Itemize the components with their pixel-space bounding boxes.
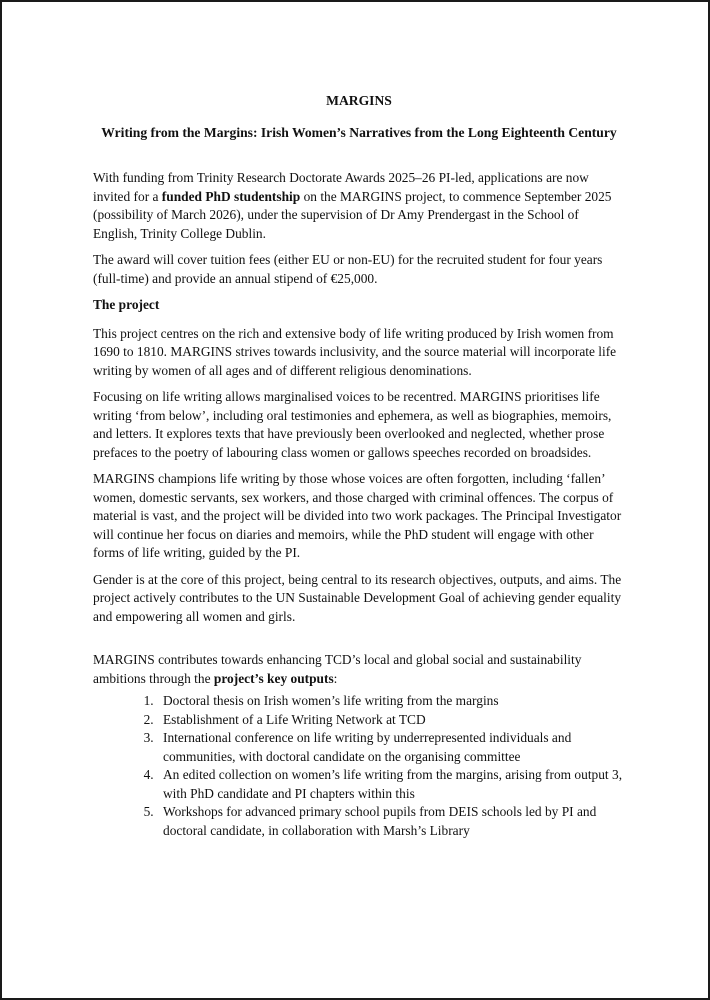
intro-paragraph-2: The award will cover tuition fees (either EU or non-EU) for the recruited student for four years (full-time) and provide an annual stipend of €25,000.	[93, 252, 603, 286]
list-item: 4. An edited collection on women’s life writing from the margins, arising from output 3, with PhD candidate and PI chapters within this	[157, 766, 625, 803]
list-item: 1. Doctoral thesis on Irish women’s life writing from the margins	[157, 692, 625, 711]
project-paragraph-3: MARGINS champions life writing by those whose voices are often forgotten, including ‘fallen’ women, domestic servants, sex workers, and those charged with criminal offences. The corpus of material is vast, and the project will be divided into two work packages. The Principal Investigator will continue her focus on diaries and memoirs, while the PhD student will engage with other forms of life writing, guided by the PI.	[93, 471, 622, 560]
project-paragraph-1: This project centres on the rich and extensive body of life writing produced by Irish women from 1690 to 1810. MARGINS strives towards inclusivity, and the source material will incorporate life writing by women of all ages and of different religious denominations.	[93, 325, 617, 378]
outputs-list	[93, 692, 625, 840]
outputs-intro-text-end: :	[333, 670, 338, 686]
intro-p1-text-end: on the MARGINS project, to commence September 2025 (possibility of March 2026), under the supervision of Dr Amy Prendergast in the School of English, Trinity College Dublin.	[93, 188, 612, 241]
document-content	[93, 92, 625, 840]
project-paragraph-2: Focusing on life writing allows marginalised voices to be recentred. MARGINS prioritises life writing ‘from below’, including oral testimonies and ephemera, as well as biographies, memoirs, and letters. It explores texts that have previously been overlooked and neglected, whether prose prefaces to the poetry of labouring class women or gallows speeches recorded on broadsides.	[93, 389, 612, 460]
outputs-intro-bold-text: project’s key outputs	[213, 670, 334, 686]
project-heading: The project	[93, 297, 160, 312]
intro-p1-bold-text: funded PhD studentship	[161, 188, 301, 204]
document-title: MARGINS	[326, 93, 392, 108]
list-item: 3. International conference on life writing by underrepresented individuals and communities, with doctoral candidate on the organising committee	[157, 729, 625, 766]
list-item: 2. Establishment of a Life Writing Network at TCD	[157, 711, 625, 730]
outputs-intro	[93, 651, 625, 688]
list-item: 5. Workshops for advanced primary school pupils from DEIS schools led by PI and doctoral candidate, in collaboration with Marsh’s Library	[157, 803, 625, 840]
project-paragraph-4: Gender is at the core of this project, being central to its research objectives, outputs, and aims. The project actively contributes to the UN Sustainable Development Goal of achieving gender equality and empowering all women and girls.	[93, 571, 622, 624]
intro-paragraph-1	[93, 169, 625, 243]
document-subtitle: Writing from the Margins: Irish Women’s Narratives from the Long Eighteenth Century	[101, 124, 617, 140]
outputs-intro-text-start: MARGINS contributes towards enhancing TCD’s local and global social and sustainability ambitions through the	[93, 652, 582, 686]
intro-p1-text-start: With funding from Trinity Research Doctorate Awards 2025–26 PI-led, applications are now invited for a	[93, 170, 589, 204]
